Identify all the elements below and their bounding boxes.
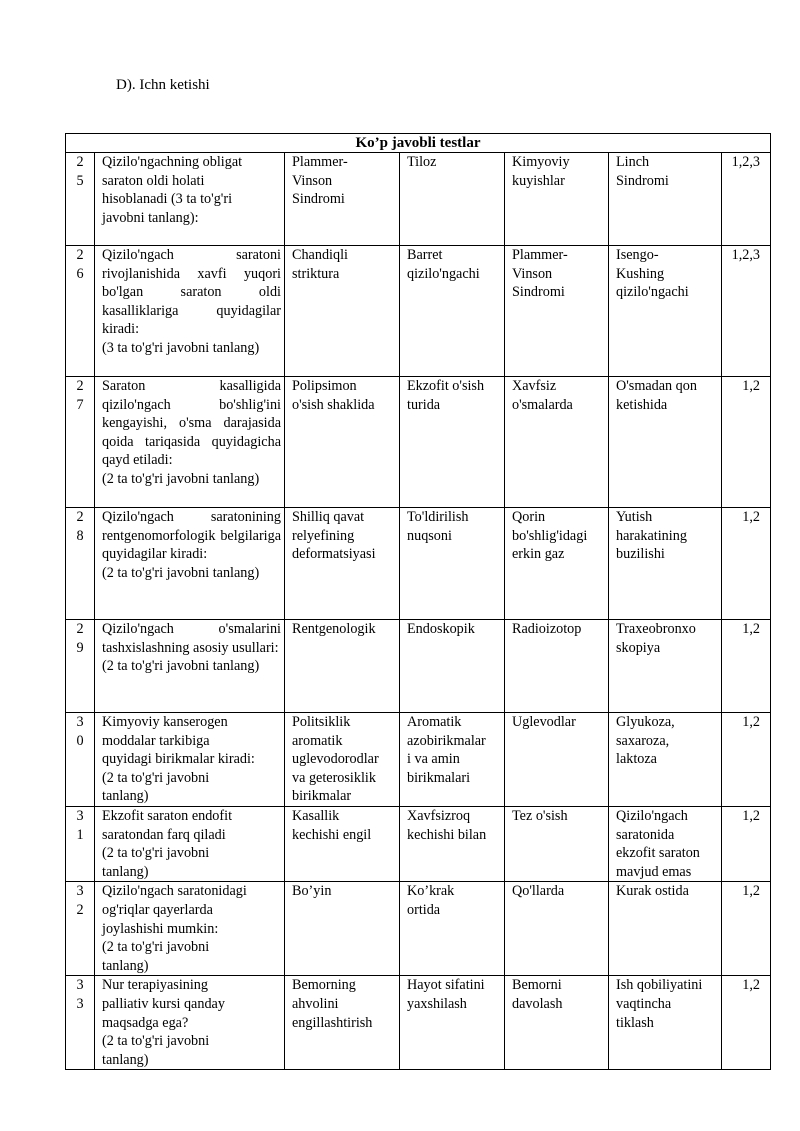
option-2: Ko’krak ortida — [400, 882, 505, 976]
correct-answer: 1,2 — [722, 620, 771, 713]
option-4: Linch Sindromi — [609, 153, 722, 246]
correct-answer: 1,2 — [722, 807, 771, 882]
option-3: Bemorni davolash — [505, 976, 609, 1070]
question-text: Qizilo'ngachning obligat saraton oldi holati hisoblanadi (3 ta to'g'ri javobni tanlang): — [95, 153, 285, 246]
option-1: Polipsimon o'sish shaklida — [285, 377, 400, 508]
option-1: Bo’yin — [285, 882, 400, 976]
option-3: Xavfsiz o'smalarda — [505, 377, 609, 508]
option-2: Tiloz — [400, 153, 505, 246]
option-2: Hayot sifatini yaxshilash — [400, 976, 505, 1070]
table-row — [66, 508, 771, 620]
correct-answer: 1,2 — [722, 882, 771, 976]
option-1: Plammer- Vinson Sindromi — [285, 153, 400, 246]
question-text: Qizilo'ngach o'smalarini tashxislashning asosiy usullari: (2 ta to'g'ri javobni tanlang) — [95, 620, 285, 713]
option-4: Kurak ostida — [609, 882, 722, 976]
question-number: 2 8 — [66, 508, 95, 620]
option-2: Aromatik azobirikmalar i va amin birikmalari — [400, 713, 505, 807]
option-4: Qizilo'ngach saratonida ekzofit saraton mavjud emas — [609, 807, 722, 882]
table-row — [66, 377, 771, 508]
question-text: Ekzofit saraton endofit saratondan farq qiladi (2 ta to'g'ri javobni tanlang) — [95, 807, 285, 882]
correct-answer: 1,2,3 — [722, 246, 771, 377]
correct-answer: 1,2 — [722, 713, 771, 807]
option-1: Chandiqli striktura — [285, 246, 400, 377]
option-4: Traxeobronxo skopiya — [609, 620, 722, 713]
question-number: 2 7 — [66, 377, 95, 508]
question-text: Qizilo'ngach saratoni rivojlanishida xavfi yuqori bo'lgan saraton oldi kasalliklariga quyidagilar kiradi: (3 ta to'g'ri javobni tanlang) — [95, 246, 285, 377]
question-number: 3 0 — [66, 713, 95, 807]
option-2: Endoskopik — [400, 620, 505, 713]
question-text: Qizilo'ngach saratonidagi og'riqlar qayerlarda joylashishi mumkin: (2 ta to'g'ri javobni tanlang) — [95, 882, 285, 976]
table-row — [66, 882, 771, 976]
correct-answer: 1,2 — [722, 508, 771, 620]
table-row — [66, 620, 771, 713]
question-number: 2 5 — [66, 153, 95, 246]
option-1: Shilliq qavat relyefining deformatsiyasi — [285, 508, 400, 620]
option-1: Rentgenologik — [285, 620, 400, 713]
question-number: 3 3 — [66, 976, 95, 1070]
option-4: Ish qobiliyatini vaqtincha tiklash — [609, 976, 722, 1070]
question-text: Qizilo'ngach saratonining rentgenomorfologik belgilariga quyidagilar kiradi: (2 ta to'g'ri javobni tanlang) — [95, 508, 285, 620]
tests-table — [65, 133, 771, 1070]
table-row — [66, 713, 771, 807]
correct-answer: 1,2 — [722, 377, 771, 508]
question-text: Nur terapiyasining palliativ kursi qanday maqsadga ega? (2 ta to'g'ri javobni tanlang) — [95, 976, 285, 1070]
option-3: Qo'llarda — [505, 882, 609, 976]
table-row — [66, 153, 771, 246]
option-4: Yutish harakatining buzilishi — [609, 508, 722, 620]
option-3: Kimyoviy kuyishlar — [505, 153, 609, 246]
table-row — [66, 976, 771, 1070]
option-3: Uglevodlar — [505, 713, 609, 807]
option-3: Qorin bo'shlig'idagi erkin gaz — [505, 508, 609, 620]
table-row — [66, 246, 771, 377]
correct-answer: 1,2,3 — [722, 153, 771, 246]
table-title: Ko’p javobli testlar — [66, 134, 771, 153]
question-text: Saraton kasalligida qizilo'ngach bo'shlig'ini kengayishi, o'sma darajasida qoida tariqasida quyidagicha qayd etiladi: (2 ta to'g'ri javobni tanlang) — [95, 377, 285, 508]
correct-answer: 1,2 — [722, 976, 771, 1070]
table-row — [66, 807, 771, 882]
option-1: Kasallik kechishi engil — [285, 807, 400, 882]
option-1: Bemorning ahvolini engillashtirish — [285, 976, 400, 1070]
question-number: 2 6 — [66, 246, 95, 377]
option-1: Politsiklik aromatik uglevodorodlar va geterosiklik birikmalar — [285, 713, 400, 807]
question-number: 2 9 — [66, 620, 95, 713]
option-4: Glyukoza, saxaroza, laktoza — [609, 713, 722, 807]
option-4: O'smadan qon ketishida — [609, 377, 722, 508]
option-3: Tez o'sish — [505, 807, 609, 882]
option-2: To'ldirilish nuqsoni — [400, 508, 505, 620]
option-3: Radioizotop — [505, 620, 609, 713]
option-2: Barret qizilo'ngachi — [400, 246, 505, 377]
option-2: Ekzofit o'sish turida — [400, 377, 505, 508]
option-3: Plammer- Vinson Sindromi — [505, 246, 609, 377]
question-number: 3 2 — [66, 882, 95, 976]
top-text: D). Ichn ketishi — [116, 77, 210, 93]
option-2: Xavfsizroq kechishi bilan — [400, 807, 505, 882]
question-text: Kimyoviy kanserogen moddalar tarkibiga quyidagi birikmalar kiradi: (2 ta to'g'ri javobni tanlang) — [95, 713, 285, 807]
question-number: 3 1 — [66, 807, 95, 882]
option-4: Isengo- Kushing qizilo'ngachi — [609, 246, 722, 377]
